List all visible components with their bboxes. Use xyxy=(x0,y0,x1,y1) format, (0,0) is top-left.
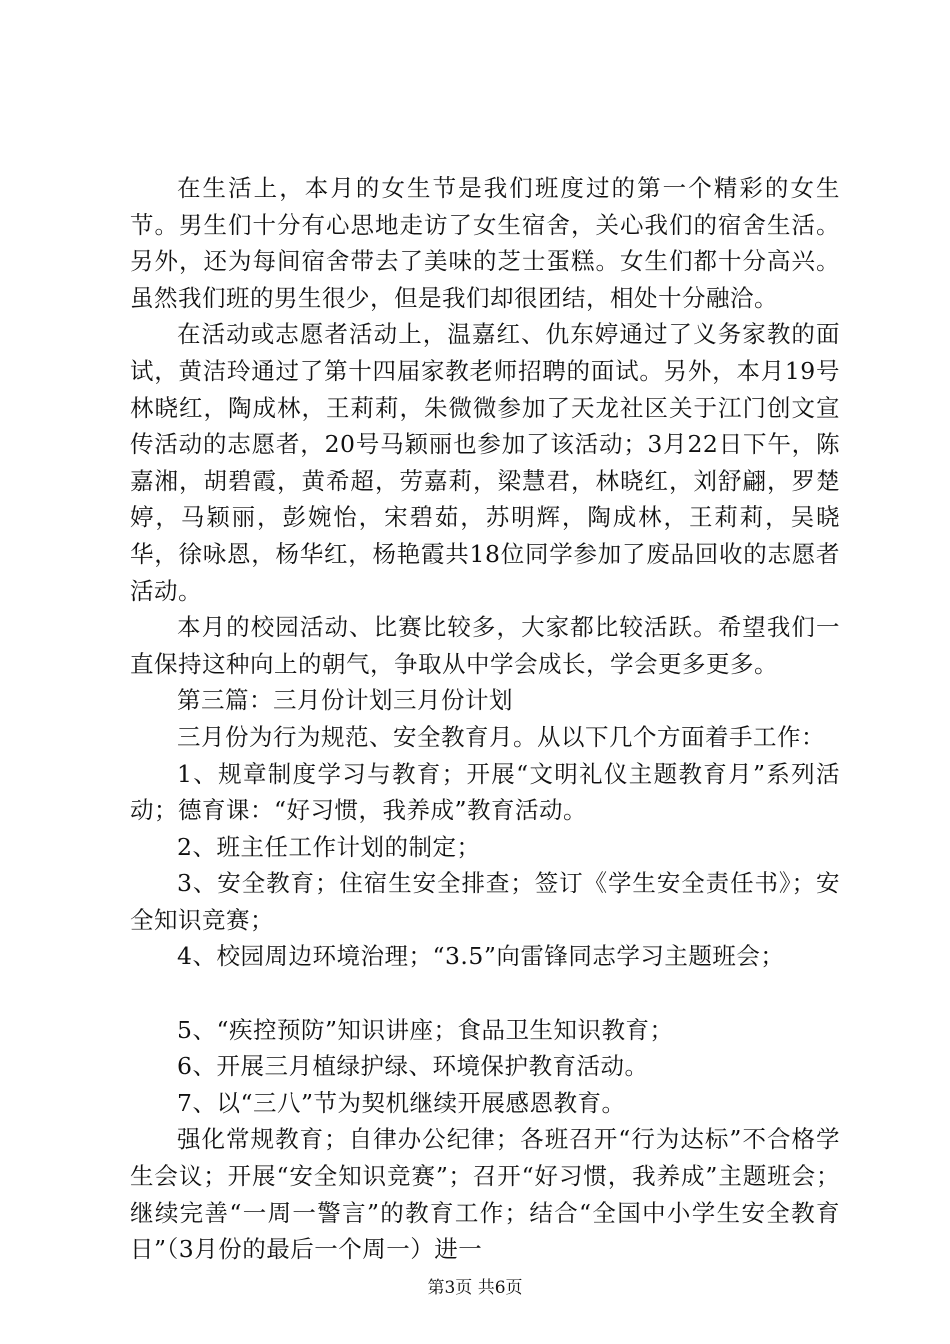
paragraph-march-intro: 三月份为行为规范、安全教育月。从以下几个方面着手工作： xyxy=(177,722,825,751)
blank-line xyxy=(130,975,840,1012)
paragraph-life: 在生活上，本月的女生节是我们班度过的第一个精彩的女生节。男生们十分有心思地走访了女生宿舍，关心我们的宿舍生活。另外，还为每间宿舍带去了美味的芝士蛋糕。女生们都十分高兴。虽然我们班的男生很少，但是我们却很团结，相处十分融洽。 xyxy=(130,174,840,312)
list-item-7: 7、以“三八”节为契机继续开展感恩教育。 xyxy=(177,1088,626,1117)
list-item-6: 6、开展三月植绿护绿、环境保护教育活动。 xyxy=(177,1052,649,1081)
page-number-footer: 第3页 共6页 xyxy=(427,1278,523,1298)
list-item-3: 3、安全教育；住宿生安全排查；签订《学生安全责任书》；安全知识竞赛； xyxy=(130,869,840,934)
paragraph-volunteer: 在活动或志愿者活动上，温嘉红、仇东婷通过了义务家教的面试，黄洁玲通过了第十四届家教老师招聘的面试。另外，本月19号林晓红，陶成林，王莉莉，朱微微参加了天龙社区关于江门创文宣传活动的志愿者，20号马颖丽也参加了该活动；3月22日下午，陈嘉湘，胡碧霞，黄希超，劳嘉莉，梁慧君，林晓红，刘舒翩，罗楚婷，马颖丽，彭婉怡，宋碧茹，苏明辉，陶成林，王莉莉，吴晓华，徐咏恩，杨华红，杨艳霞共18位同学参加了废品回收的志愿者活动。 xyxy=(130,320,840,605)
section-heading: 第三篇：三月份计划三月份计划 xyxy=(177,686,513,715)
list-item-5: 5、“疾控预防”知识讲座；食品卫生知识教育； xyxy=(177,1015,674,1044)
paragraph-campus-activities: 本月的校园活动、比赛比较多，大家都比较活跃。希望我们一直保持这种向上的朝气，争取从中学会成长，学会更多更多。 xyxy=(130,613,840,678)
list-item-1: 1、规章制度学习与教育；开展“文明礼仪主题教育月”系列活动；德育课：“好习惯，我养成”教育活动。 xyxy=(130,759,840,825)
list-item-4: 4、校园周边环境治理；“3.5”向雷锋同志学习主题班会； xyxy=(177,942,785,971)
list-item-2: 2、班主任工作计划的制定； xyxy=(177,832,481,861)
document-body xyxy=(130,170,840,1268)
paragraph-routine-education: 强化常规教育；自律办公纪律；各班召开“行为达标”不合格学生会议；开展“安全知识竞赛”；召开“好习惯，我养成”主题班会；继续完善“一周一警言”的教育工作；结合“全国中小学生安全教育日”（3月份的最后一个周一）进一 xyxy=(130,1125,840,1264)
